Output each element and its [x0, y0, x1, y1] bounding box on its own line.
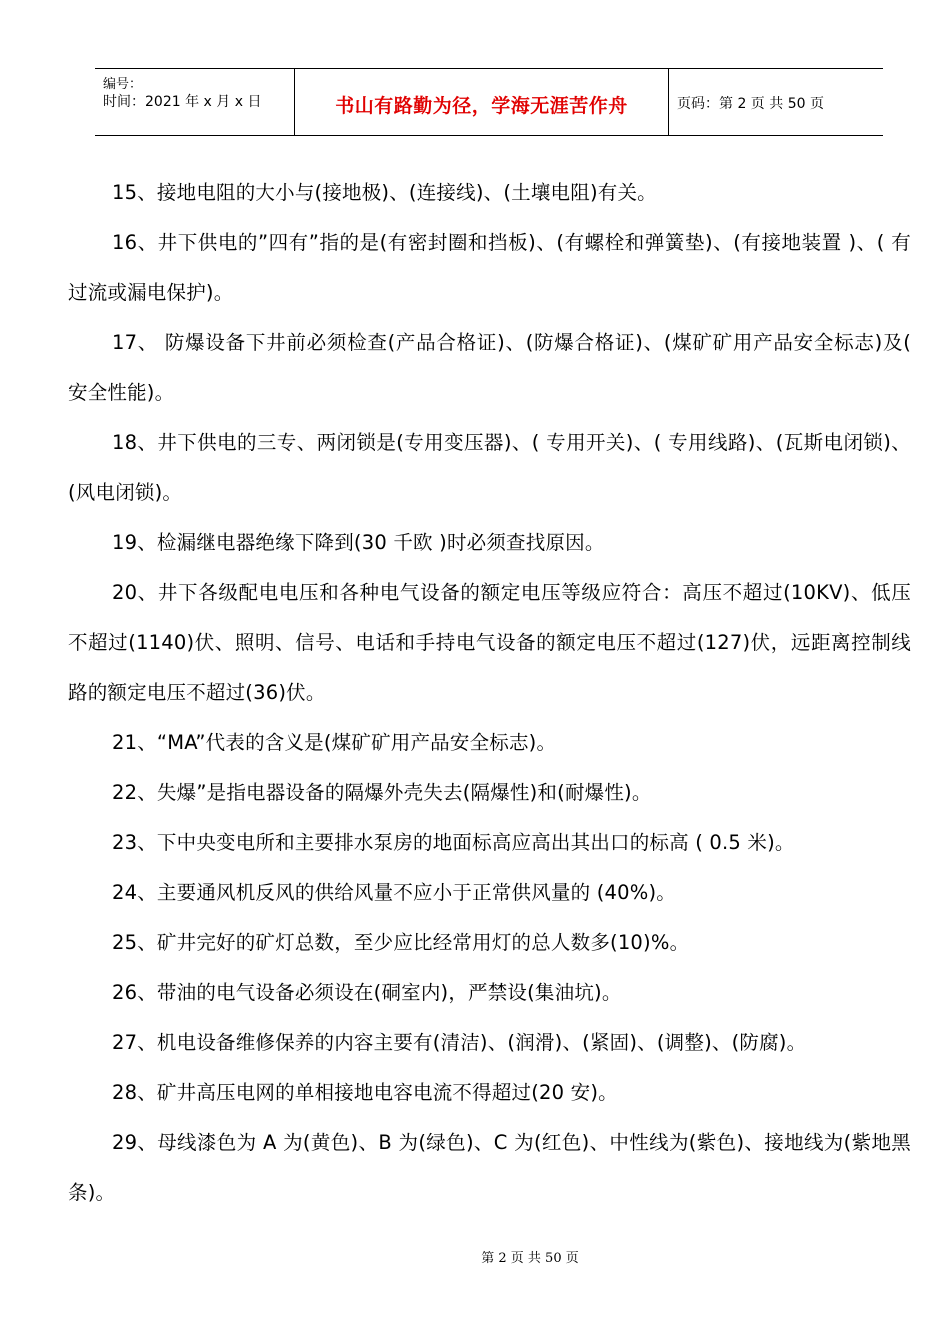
question-item-25: 25、矿井完好的矿灯总数，至少应比经常用灯的总人数多(10)%。: [112, 931, 690, 954]
question-item-27: 27、机电设备维修保养的内容主要有(清洁)、(润滑)、(紧固)、(调整)、(防腐)。: [112, 1031, 807, 1054]
question-item-16: 16、井下供电的”四有”指的是(有密封圈和挡板)、(有螺栓和弹簧垫)、(有接地装置 )、( 有过流或漏电保护)。: [68, 231, 911, 304]
page-footer: 第 2 页 共 50 页: [481, 1251, 579, 1266]
header-meta-cell: [95, 69, 295, 135]
question-item-19: 19、检漏继电器绝缘下降到(30 千欧 )时必须查找原因。: [112, 531, 605, 554]
question-item-24: 24、主要通风机反风的供给风量不应小于正常供风量的 (40%)。: [112, 881, 676, 904]
question-item-23: 23、下中央变电所和主要排水泵房的地面标高应高出其出口的标高 ( 0.5 米)。: [112, 831, 795, 854]
page-header: [95, 68, 883, 136]
header-motto-cell: [295, 69, 669, 135]
question-item-26: 26、带油的电气设备必须设在(硐室内)，严禁设(集油坑)。: [112, 981, 622, 1004]
header-page-cell: [669, 69, 883, 135]
document-time-label: 时间：2021 年 x 月 x 日: [103, 94, 262, 110]
header-page-info: 页码：第 2 页 共 50 页: [677, 96, 824, 112]
question-item-20: 20、井下各级配电电压和各种电气设备的额定电压等级应符合：高压不超过(10KV)、低压不超过(1140)伏、照明、信号、电话和手持电气设备的额定电压不超过(127)伏，远距离控制线路的额定电压不超过(36)伏。: [68, 581, 911, 704]
question-item-18: 18、井下供电的三专、两闭锁是(专用变压器)、( 专用开关)、( 专用线路)、(瓦斯电闭锁)、(风电闭锁)。: [68, 431, 911, 504]
question-item-17: 17、 防爆设备下井前必须检查(产品合格证)、(防爆合格证)、(煤矿矿用产品安全标志)及( 安全性能)。: [68, 331, 911, 404]
header-motto: 书山有路勤为径，学海无涯苦作舟: [335, 95, 628, 117]
question-item-15: 15、接地电阻的大小与(接地极)、(连接线)、(土壤电阻)有关。: [112, 181, 657, 204]
question-item-22: 22、失爆”是指电器设备的隔爆外壳失去(隔爆性)和(耐爆性)。: [112, 781, 652, 804]
document-code-label: 编号：: [103, 77, 143, 92]
document-body: [68, 168, 911, 1218]
question-item-21: 21、“MA”代表的含义是(煤矿矿用产品安全标志)。: [112, 731, 557, 754]
question-item-29: 29、母线漆色为 A 为(黄色)、B 为(绿色)、C 为(红色)、中性线为(紫色)、接地线为(紫地黑条)。: [68, 1131, 911, 1204]
question-item-28: 28、矿井高压电网的单相接地电容电流不得超过(20 安)。: [112, 1081, 618, 1104]
